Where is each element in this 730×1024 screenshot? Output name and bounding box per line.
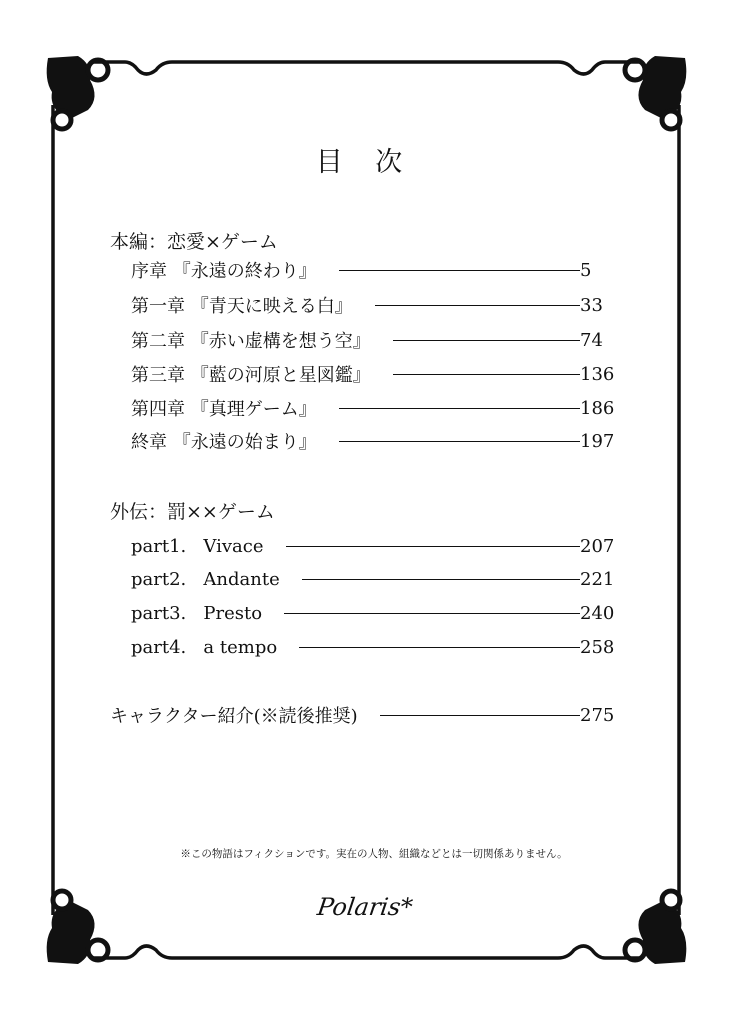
part-label: part3. Presto: [131, 602, 263, 624]
leader-line: [393, 374, 580, 375]
toc-row[interactable]: [131, 328, 616, 352]
page-number: 197: [580, 430, 615, 452]
part-label: part2. Andante: [131, 568, 280, 590]
characters-label: キャラクター紹介(※読後推奨): [110, 706, 358, 727]
leader-line: [339, 441, 580, 442]
toc-row[interactable]: [131, 396, 616, 420]
part-label: part4. a tempo: [131, 636, 278, 658]
leader-line: [302, 579, 580, 580]
page-number: 240: [580, 602, 615, 624]
chapter-label: 終章 『永遠の始まり』: [131, 432, 317, 453]
circle-logo: Polaris*: [315, 893, 415, 921]
toc-row[interactable]: [131, 567, 616, 591]
leader-line: [393, 340, 580, 341]
page-number: 186: [580, 397, 615, 419]
toc-row[interactable]: [131, 429, 616, 453]
page-number: 207: [580, 535, 615, 557]
main-story-heading: 本編：恋愛×ゲーム: [110, 231, 278, 253]
leader-line: [299, 647, 580, 648]
chapter-label: 第四章 『真理ゲーム』: [131, 399, 317, 420]
toc-row-characters[interactable]: [110, 703, 616, 727]
leader-line: [375, 305, 580, 306]
leader-line: [339, 270, 580, 271]
toc-row[interactable]: [131, 635, 616, 659]
page-number: 33: [580, 294, 603, 316]
leader-line: [284, 613, 580, 614]
toc-row[interactable]: [131, 362, 616, 386]
page-title: 目 次: [315, 147, 415, 178]
side-story-heading: 外伝：罰××ゲーム: [110, 501, 275, 523]
chapter-label: 序章 『永遠の終わり』: [131, 261, 317, 282]
leader-line: [339, 408, 580, 409]
leader-line: [380, 715, 580, 716]
page-number: 258: [580, 636, 615, 658]
leader-line: [286, 546, 580, 547]
toc-row[interactable]: [131, 534, 616, 558]
toc-row[interactable]: [131, 258, 616, 282]
page-number: 5: [580, 259, 592, 281]
page-number: 74: [580, 329, 603, 351]
chapter-label: 第二章 『赤い虚構を想う空』: [131, 331, 371, 352]
page-number: 275: [580, 704, 615, 726]
fiction-disclaimer: ※この物語はフィクションです。実在の人物、組織などとは一切関係ありません。: [180, 848, 568, 860]
part-label: part1. Vivace: [131, 535, 264, 557]
chapter-label: 第一章 『青天に映える白』: [131, 296, 353, 317]
page-number: 136: [580, 363, 615, 385]
chapter-label: 第三章 『藍の河原と星図鑑』: [131, 365, 371, 386]
toc-row[interactable]: [131, 601, 616, 625]
page-number: 221: [580, 568, 615, 590]
toc-row[interactable]: [131, 293, 616, 317]
